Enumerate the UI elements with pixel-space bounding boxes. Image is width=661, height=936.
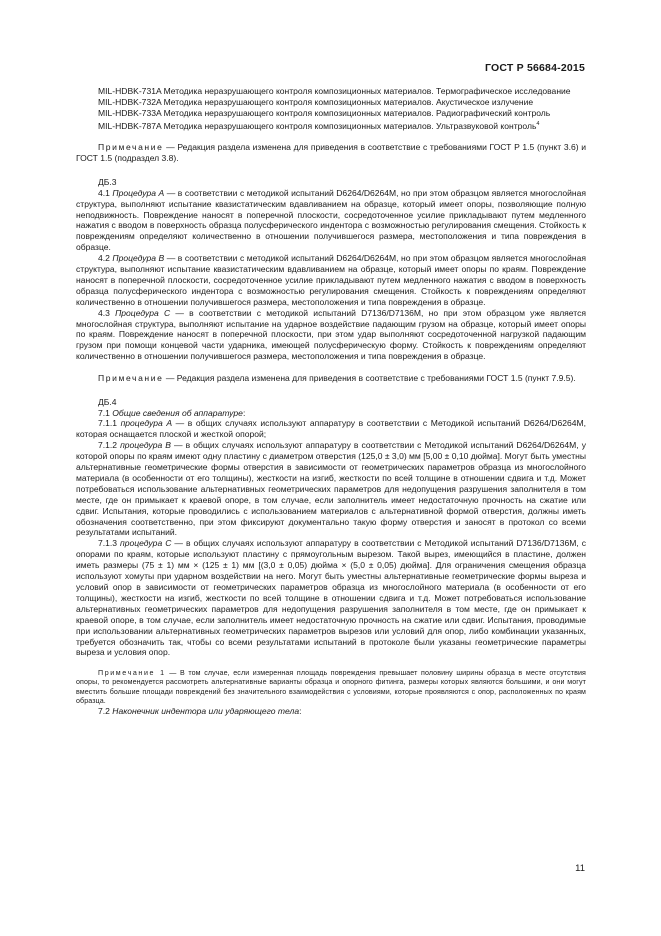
procedure-title: Процедура В: [112, 253, 165, 264]
paragraph-7-2: [76, 706, 586, 717]
document-header-id: ГОСТ Р 56684-2015: [484, 62, 585, 74]
reference-title: Методика неразрушающего контроля композиционных материалов. Термографическое исследование: [163, 86, 571, 96]
section-heading-db4: ДБ.4: [98, 396, 117, 407]
clause-text: — в общих случаях используют аппаратуру в соответствии с Методикой испытаний D7136/D7136M, с опорами по краям, которые используют пластину с прямоугольным вырезом. Такой вырез, имеющийся в пластине, должен иметь размеры (75 ± 1) мм × (125 ± 1) мм [(3,0 ± 0,05) дюйма × (5,0 ± 0,05) дюйма]. Для ограничения смещения образца используют хомуты при ударном воздействии на него. Могут быть уместны альтернативные геометрические формы выреза и условий опор в зависимости от геометрических параметров образца из многослойного материала (в особенности от его толщины), жесткости на изгиб, жесткости по всей толщине в отношении сдвига и т.д. Может потребоваться использование альтернативных геометрических параметров для недопущения разрушения заполнителя в том месте, где он примыкает к краевой опоре, в том случае, если заполнитель имеет недостаточную прочность на сжатие или сдвиг. Испытания, проводимые при использовании альтернативных геометрических параметров вырезов или условий для опор, либо комбинации указанных, требуется обозначить так, чтобы со всеми результатами испытаний в протоколе были указаны геометрические параметры выреза и условия опор.: [76, 538, 586, 658]
note-text: — Редакция раздела изменена для приведения в соответствие с требованиями ГОСТ 1.5 (пункт 7.9.5).: [163, 372, 576, 383]
clause-punct: :: [242, 407, 246, 418]
reference-code: MIL-HDBK-733A: [98, 107, 162, 118]
clause-number: 4.1: [98, 187, 113, 198]
clause-number: 4.2: [98, 253, 113, 264]
clause-number: 4.3: [98, 307, 116, 318]
note-label: Примечание: [98, 372, 164, 383]
procedure-title: процедура В: [120, 440, 171, 451]
clause-number: 7.1.3: [98, 538, 121, 549]
procedure-title: процедура С: [120, 538, 172, 549]
note-label: Примечание: [98, 141, 164, 152]
paragraph-4-3: [76, 308, 586, 363]
note-label: Примечание 1: [98, 668, 166, 677]
clause-text: — в общих случаях используют аппаратуру в соответствии с Методикой испытаний D6264/D6264M, у которой опоры по краям имеют одну пластину с диаметром отверстия (125,0 ± 3,0) мм [5,00 ± 0,10 дюйма]. Могут быть уместны альтернативные геометрические формы отверстия в зависимости от геометрических параметров образца из многослойного материала (в особенности от его толщины), жесткости на изгиб, жесткости по всей толщине в отношении сдвига и т.д. Может потребоваться использование альтернативных геометрических параметров для недопущения разрушения заполнителя в том месте, где он примыкает к краевой опоре, в том случае, если заполнитель имеет недостаточную прочность на сжатие или сдвиг. Испытания, которые проводились с использованием материалов с альтернативной формой отверстия, должны иметь обозначения соответственно, при этом фиксируют документально такую форму отверстия и заносят в протокол со всеми результатами испытаний.: [76, 440, 586, 538]
clause-text: — в соответствии с методикой испытаний D7136/D7136M, но при этом образцом уже является многослойная структура, выполняют испытание на ударное воздействие падающим грузом на образце, который имеет опоры по краям. Повреждение наносят в поперечной плоскости, при этом удар выполняют сосредоточенной нагрузкой падающим грузом при помощи концевой части ударника, имеющей полусферическую форму. Стойкость к повреждениям определяют количественно в отношении получившегося размера, местоположения и типа повреждения в образце.: [76, 307, 586, 362]
paragraph-7-1-3: [76, 538, 586, 658]
note-text: — Редакция раздела изменена для приведения в соответствие с требованиями ГОСТ Р 1.5 (пункт 3.6) и ГОСТ 1.5 (подраздел 3.8).: [76, 141, 586, 163]
procedure-title: процедура А: [120, 418, 173, 429]
clause-text: — в соответствии с методикой испытаний D6264/D6264M, но при этом образцом является многослойная структура, выполняют испытание квазистатическим вдавливанием на образце, который имеет опоры по краям. Повреждение наносят в поперечной плоскости, сосредоточенное усилие прикладывают путем медленного нажатия с вводом в поверхность образца полусферического индентора с возможностью регулирования смещения. Стойкость к повреждениям определяют количественно в отношении получившегося размера, местоположения и типа повреждения в образце.: [76, 253, 586, 307]
reference-item: [76, 97, 586, 108]
clause-title: Наконечник индентора или ударяющего тела: [112, 706, 300, 717]
section-heading-db3: ДБ.3: [98, 176, 117, 187]
procedure-title: Процедура А: [112, 187, 165, 198]
reference-item: [76, 86, 586, 97]
clause-number: 7.1: [98, 407, 113, 418]
paragraph-4-1: [76, 188, 586, 253]
clause-text: — в общих случаях используют аппаратуру в соответствии с Методикой испытаний D6264/D6264M, которая оснащается плоской и жесткой опорой;: [76, 418, 586, 440]
paragraph-7-1-2: [76, 440, 586, 538]
paragraph-7-1: [76, 408, 586, 419]
note-paragraph-small: [76, 669, 586, 707]
reference-title: Методика неразрушающего контроля композиционных материалов. Ультразвуковой контроль: [163, 120, 537, 131]
note-paragraph: [76, 373, 586, 384]
reference-title: Методика неразрушающего контроля композиционных материалов. Радиографический контроль: [163, 107, 551, 118]
clause-punct: :: [299, 706, 302, 717]
clause-number: 7.1.1: [98, 418, 121, 429]
reference-item: [76, 108, 586, 119]
clause-number: 7.2: [98, 706, 113, 717]
reference-code: MIL-HDBK-732A: [98, 96, 162, 107]
clause-text: — в соответствии с методикой испытаний D6264/D6264M, но при этом образцом является многослойная структура, выполняют испытание квазистатическим вдавливанием на образце, который имеет опоры, позволяющие полную неподвижность. Повреждение наносят в поперечной плоскости, сосредоточенное усилие прикладывают путем медленного нажатия с вводом в поверхность образца полусферического индентора с возможностью регулирования смещения. Стойкость к повреждениям определяют количественно в отношении получившегося размера, местоположения и типа повреждения в образце.: [76, 187, 586, 253]
reference-code: MIL-HDBK-787A: [98, 120, 162, 131]
note-text: — В том случае, если измеренная площадь повреждения превышает половину ширины образца в месте отсутствия опоры, то рекомендуется рассмотреть альтернативные варианты образца и опорного фитинга, размеры которых являются большими, и они могут вместить большие площади повреждений без значительного взаимодействия с условиями, которые проявляются с опор, расположенных по краям образца.: [76, 668, 586, 706]
reference-code: MIL-HDBK-731A: [98, 86, 162, 96]
clause-number: 7.1.2: [98, 440, 121, 451]
clause-title: Общие сведения об аппаратуре: [112, 407, 243, 418]
reference-item: [76, 119, 586, 132]
footnote-marker: 4: [536, 120, 540, 127]
note-paragraph: [76, 142, 586, 164]
document-body: [76, 86, 586, 717]
reference-title: Методика неразрушающего контроля композиционных материалов. Акустическое излучение: [163, 96, 534, 107]
page-number: 11: [575, 863, 585, 874]
paragraph-7-1-1: [76, 418, 586, 440]
procedure-title: Процедура С: [115, 307, 171, 318]
paragraph-4-2: [76, 253, 586, 308]
